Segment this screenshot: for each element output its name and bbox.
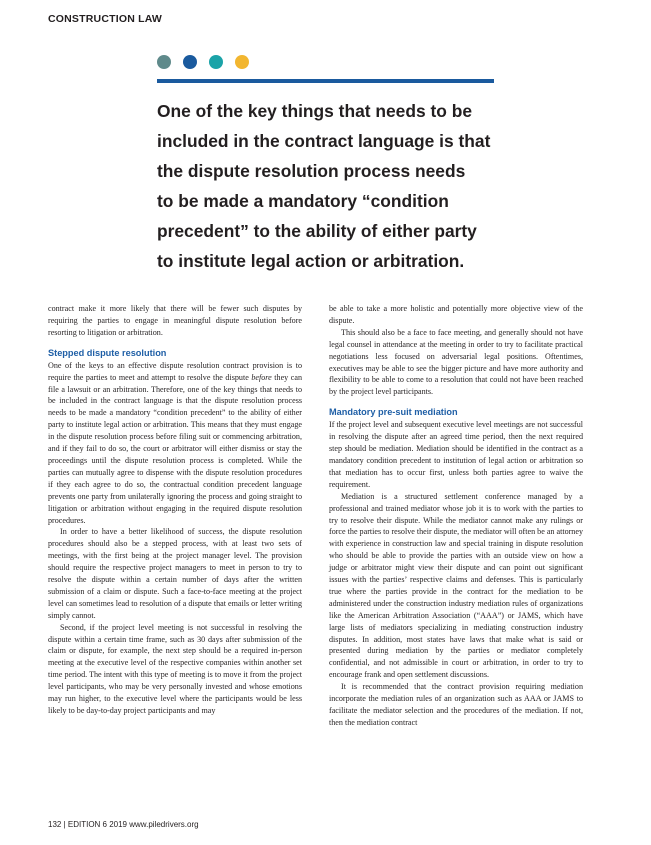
body-paragraph: If the project level and subsequent executive level meetings are not successful in resolving the dispute after an agreed time period, then the next required step should be mediation. Mediation should be identified in the contract as a mandatory condition precedent to institution of legal action or arbitration so that mediation has to occur first, unless both parties agree to waive the requirement. <box>329 420 583 489</box>
body-paragraph: Second, if the project level meeting is not successful in resolving the dispute within a certain time frame, such as 30 days after submission of the claim or dispute, for example, the next step should be a required in-person meeting at the executive level of the respective companies within another set time period. The intent with this type of meeting is to move it from the project level participants, who may be very personally invested and whose emotions may run higher, to the executive level where the participants would be less likely to be day-to-day project participants and may <box>48 622 302 715</box>
page-footer: 132 | EDITION 6 2019 www.piledrivers.org <box>48 820 199 829</box>
decorative-dot-2 <box>183 55 197 69</box>
section-heading: Stepped dispute resolution <box>48 347 167 358</box>
body-paragraph: contract make it more likely that there will be fewer such disputes by requiring the parties to engage in meaningful dispute resolution before resorting to litigation or arbitration. <box>48 304 302 337</box>
body-paragraph: This should also be a face to face meeting, and generally should not have legal counsel in attendance at the meeting in order to try to facilitate practical negotiations less focused on adversarial legal positions. Oftentimes, executives may be able to see the bigger picture and have more authority and flexibility to be able to come to a resolution that could not have been reached by the project level participants. <box>329 327 583 397</box>
pull-quote-line: to institute legal action or arbitration. <box>157 251 465 271</box>
pullquote-rule <box>157 79 494 83</box>
pull-quote <box>157 96 502 276</box>
body-paragraph: In order to have a better likelihood of success, the dispute resolution procedures should also be a stepped process, with at least two sets of meetings, with the first being at the project manager level. The provision should require the respective project managers to meet in person to try to resolve the dispute within a certain number of days after the written submission of a claim or dispute. Such a face-to-face meeting at the project level can sometimes lead to resolution of a dispute that emails or letter writing simply cannot. <box>48 527 302 620</box>
decorative-dot-3 <box>209 55 223 69</box>
body-paragraph: Mediation is a structured settlement conference managed by a professional and trained mediator whose job it is to work with the parties to try to resolve their dispute. While the mediator cannot make any rulings or force the parties to resolve their dispute, the mediator will often be an attorney with experience in construction law and special training in dispute resolution who should be able to provide the parties with an outside view on how a judge or arbitrator might view their dispute and can point out significant issues with the parties’ respective claims and defenses. This is particularly true where the parties provide in the contract for the mediation to be administered under the construction industry mediation rules of organizations like the American Arbitration Association (“AAA”) or JAMS, which have large lists of mediators specializing in mediating construction industry disputes. In addition, most states have laws that make what is said or presented during mediation by the parties or mediator completely confidential, and not admissible in court or arbitration, in order to try to encourage frank and open settlement discussions. <box>329 491 583 680</box>
right-column <box>329 303 583 729</box>
body-paragraph: One of the keys to an effective dispute resolution contract provision is to require the parties to meet and attempt to resolve the dispute before they can file a lawsuit or an arbitration. Therefore, one of the key things that needs to be included in the contract language is that the dispute resolution process needs to be made a mandatory “condition precedent” to the ability of either party to institute legal action or arbitration. This means that they must engage in the dispute resolution process before filing suit or commencing arbitration, and if they fail to do so, the court or arbitrator will either dismiss or stay the proceedings until the dispute resolution process is completed. While the parties can mutually agree to dispense with the dispute resolution procedures if they each agree to do so, the contractual condition precedent language prevents one party from unilaterally ignoring the process and going straight to litigation or arbitration without engaging in the required dispute resolution procedures. <box>48 360 302 525</box>
pull-quote-line: precedent” to the ability of either party <box>157 221 477 241</box>
pull-quote-line: to be made a mandatory “condition <box>157 191 449 211</box>
pull-quote-line: included in the contract language is that <box>157 131 491 151</box>
section-heading: Mandatory pre-suit mediation <box>329 407 458 418</box>
pull-quote-line: One of the key things that needs to be <box>157 101 473 121</box>
left-column <box>48 303 302 717</box>
emphasis: before <box>251 372 272 382</box>
decorative-dot-4 <box>235 55 249 69</box>
body-paragraph: It is recommended that the contract provision requiring mediation incorporate the mediation rules of an organization such as AAA or JAMS to facilitate the mediator selection and the procedures of the mediation. If not, then the mediation contract <box>329 682 583 727</box>
body-paragraph: be able to take a more holistic and potentially more objective view of the dispute. <box>329 304 583 325</box>
section-label: CONSTRUCTION LAW <box>48 13 163 25</box>
decorative-dots <box>157 55 249 69</box>
decorative-dot-1 <box>157 55 171 69</box>
pull-quote-line: the dispute resolution process needs <box>157 161 466 181</box>
